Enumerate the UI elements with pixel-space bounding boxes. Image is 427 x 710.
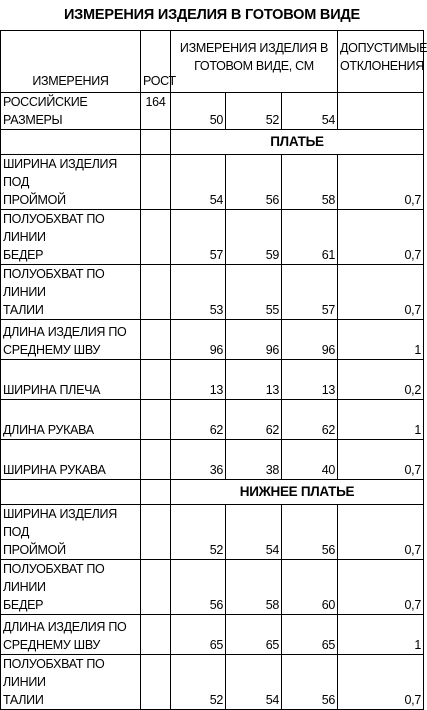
row-label-line2: БЕДЕР [3, 598, 44, 612]
tolerance-cell: 0,7 [338, 440, 424, 480]
value-cell: 62 [226, 400, 282, 440]
value-cell: 52 [171, 505, 226, 560]
table-row [1, 400, 424, 440]
rost-empty-cell [141, 440, 171, 480]
value-cell: 65 [171, 615, 226, 655]
row-label-line2: ТАЛИИ [3, 693, 44, 707]
row-label-line2: ШИРИНА РУКАВА [3, 463, 106, 477]
sizes-label: РОССИЙСКИЕ РАЗМЕРЫ [1, 93, 141, 130]
table-row [1, 155, 424, 210]
value-cell: 65 [282, 615, 338, 655]
header-finished-line1: ИЗМЕРЕНИЯ ИЗДЕЛИЯ В [179, 41, 329, 55]
row-label-line2: СРЕДНЕМУ ШВУ [3, 638, 101, 652]
table-row [1, 655, 424, 710]
row-label [1, 560, 141, 615]
value-cell: 57 [171, 210, 226, 265]
value-cell: 13 [282, 360, 338, 400]
row-label-line1: ПОЛУОБХВАТ ПО ЛИНИИ [3, 212, 105, 244]
section-title: ПЛАТЬЕ [171, 130, 424, 155]
value-cell: 58 [282, 155, 338, 210]
value-cell: 58 [226, 560, 282, 615]
rost-empty-cell [141, 265, 171, 320]
row-label [1, 265, 141, 320]
rost-empty-cell [141, 360, 171, 400]
header-finished-measurements [171, 31, 338, 93]
tolerance-cell: 0,7 [338, 505, 424, 560]
rost-empty-cell [141, 210, 171, 265]
row-label-line2: ШИРИНА ПЛЕЧА [3, 383, 101, 397]
header-row [1, 31, 424, 93]
value-cell: 96 [226, 320, 282, 360]
value-cell: 54 [226, 505, 282, 560]
header-tolerance-line2: ОТКЛОНЕНИЯ [340, 59, 424, 73]
value-cell: 57 [282, 265, 338, 320]
table-row [1, 440, 424, 480]
tolerance-cell: 0,7 [338, 210, 424, 265]
table-row [1, 560, 424, 615]
table-row [1, 320, 424, 360]
section-empty-cell [1, 130, 141, 155]
sizes-row [1, 93, 424, 130]
table-row [1, 360, 424, 400]
value-cell: 56 [282, 655, 338, 710]
row-label-line2: ПРОЙМОЙ [3, 193, 66, 207]
table-row [1, 615, 424, 655]
row-label [1, 615, 141, 655]
size-1: 50 [171, 93, 226, 130]
tolerance-cell: 1 [338, 400, 424, 440]
row-label [1, 505, 141, 560]
rost-empty-cell [141, 560, 171, 615]
rost-empty-cell [141, 155, 171, 210]
row-label-line1: ДЛИНА ИЗДЕЛИЯ ПО [3, 620, 127, 634]
tolerance-cell: 0,7 [338, 560, 424, 615]
tolerance-cell: 1 [338, 615, 424, 655]
section-header-row [1, 480, 424, 505]
tolerance-cell: 0,7 [338, 155, 424, 210]
value-cell: 36 [171, 440, 226, 480]
header-tolerance [338, 31, 427, 93]
rost-empty-cell [141, 615, 171, 655]
row-label-line2: СРЕДНЕМУ ШВУ [3, 343, 101, 357]
tolerance-cell: 0,2 [338, 360, 424, 400]
rost-empty-cell [141, 400, 171, 440]
value-cell: 52 [171, 655, 226, 710]
row-label-line1: ДЛИНА ИЗДЕЛИЯ ПО [3, 325, 127, 339]
row-label-line1: ШИРИНА ИЗДЕЛИЯ ПОД [3, 507, 117, 539]
row-label [1, 155, 141, 210]
row-label [1, 320, 141, 360]
table-row [1, 265, 424, 320]
value-cell: 96 [171, 320, 226, 360]
section-empty-cell [141, 130, 171, 155]
section-empty-cell [141, 480, 171, 505]
size-3: 54 [282, 93, 338, 130]
header-tolerance-line1: ДОПУСТИМЫЕ [340, 41, 427, 55]
row-label [1, 360, 141, 400]
value-cell: 56 [226, 155, 282, 210]
header-measurements: ИЗМЕРЕНИЯ [1, 31, 141, 93]
section-header-row [1, 130, 424, 155]
row-label [1, 400, 141, 440]
row-label-line2: ПРОЙМОЙ [3, 543, 66, 557]
table-row [1, 505, 424, 560]
rost-empty-cell [141, 505, 171, 560]
value-cell: 54 [226, 655, 282, 710]
row-label-line2: ДЛИНА РУКАВА [3, 423, 94, 437]
rost-value: 164 [141, 93, 171, 130]
rost-empty-cell [141, 320, 171, 360]
row-label [1, 655, 141, 710]
section-empty-cell [1, 480, 141, 505]
row-label-line2: ТАЛИИ [3, 303, 44, 317]
measurements-table [0, 30, 427, 710]
size-tolerance-empty [338, 93, 424, 130]
value-cell: 62 [282, 400, 338, 440]
value-cell: 38 [226, 440, 282, 480]
rost-empty-cell [141, 655, 171, 710]
tolerance-cell: 0,7 [338, 655, 424, 710]
value-cell: 61 [282, 210, 338, 265]
row-label-line2: БЕДЕР [3, 248, 44, 262]
value-cell: 13 [171, 360, 226, 400]
value-cell: 56 [171, 560, 226, 615]
value-cell: 60 [282, 560, 338, 615]
row-label-line1: ПОЛУОБХВАТ ПО ЛИНИИ [3, 267, 105, 299]
header-rost: РОСТ [141, 31, 171, 93]
section-title: НИЖНЕЕ ПЛАТЬЕ [171, 480, 424, 505]
value-cell: 96 [282, 320, 338, 360]
value-cell: 53 [171, 265, 226, 320]
tolerance-cell: 1 [338, 320, 424, 360]
row-label [1, 210, 141, 265]
value-cell: 13 [226, 360, 282, 400]
size-2: 52 [226, 93, 282, 130]
value-cell: 55 [226, 265, 282, 320]
table-row [1, 210, 424, 265]
value-cell: 54 [171, 155, 226, 210]
header-finished-line2: ГОТОВОМ ВИДЕ, СМ [194, 59, 314, 73]
value-cell: 56 [282, 505, 338, 560]
value-cell: 62 [171, 400, 226, 440]
row-label-line1: ШИРИНА ИЗДЕЛИЯ ПОД [3, 157, 117, 189]
value-cell: 59 [226, 210, 282, 265]
row-label-line1: ПОЛУОБХВАТ ПО ЛИНИИ [3, 562, 105, 594]
value-cell: 65 [226, 615, 282, 655]
page-title: ИЗМЕРЕНИЯ ИЗДЕЛИЯ В ГОТОВОМ ВИДЕ [63, 7, 361, 23]
row-label [1, 440, 141, 480]
tolerance-cell: 0,7 [338, 265, 424, 320]
row-label-line1: ПОЛУОБХВАТ ПО ЛИНИИ [3, 657, 105, 689]
value-cell: 40 [282, 440, 338, 480]
